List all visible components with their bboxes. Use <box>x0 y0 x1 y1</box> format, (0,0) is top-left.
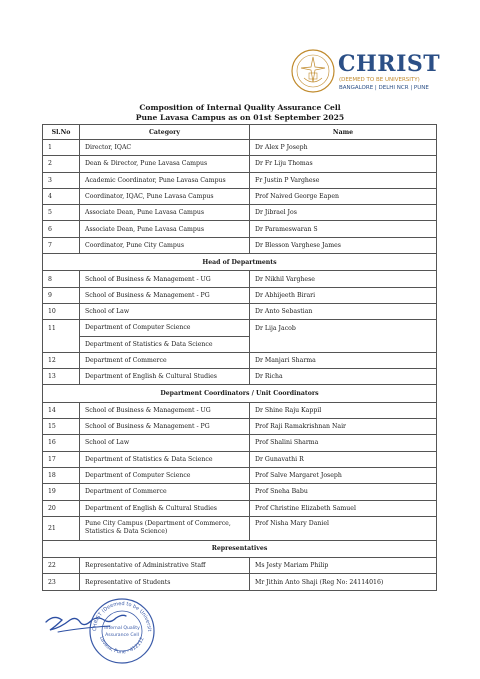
row-category: Department of Computer Science <box>80 467 250 483</box>
row-no: 2 <box>43 156 80 172</box>
row-name: Prof Shalini Sharma <box>250 435 437 451</box>
row-name: Dr Jibrael Jos <box>250 205 437 221</box>
row-category: Director, IQAC <box>80 140 250 156</box>
row-no: 13 <box>43 369 80 385</box>
row-category: School of Business & Management - PG <box>80 419 250 435</box>
row-name: Fr Justin P Varghese <box>250 172 437 188</box>
row-no: 21 <box>43 516 80 540</box>
row-category: Associate Dean, Pune Lavasa Campus <box>80 221 250 237</box>
row-name: Dr Manjari Sharma <box>250 352 437 368</box>
row-no: 7 <box>43 237 80 253</box>
row-category: Department of English & Cultural Studies <box>80 369 250 385</box>
section-row-hod <box>43 254 437 271</box>
row-category: School of Law <box>80 435 250 451</box>
logo-subtitle: (DEEMED TO BE UNIVERSITY) <box>339 77 420 83</box>
row-category: Representative of Administrative Staff <box>80 558 250 574</box>
university-emblem-icon <box>290 48 336 94</box>
row-name: Dr Gunavathi R <box>250 451 437 467</box>
row-category: Associate Dean, Pune Lavasa Campus <box>80 205 250 221</box>
row-no: 8 <box>43 271 80 287</box>
document-subtitle: Pune Lavasa Campus as on 01st September 2025 <box>135 113 345 122</box>
row-category: Department of Statistics & Data Science <box>80 336 250 352</box>
row-no: 14 <box>43 402 80 418</box>
table-row <box>43 172 437 188</box>
table-row <box>43 369 437 385</box>
signature-scribble <box>40 608 130 638</box>
table-row <box>43 156 437 172</box>
table-row <box>43 574 437 590</box>
row-name: Dr Abhijeeth Birari <box>250 287 437 303</box>
row-name: Mr Jithin Anto Shaji (Reg No: 24114016) <box>250 574 437 590</box>
row-name: Prof Salve Margaret Joseph <box>250 467 437 483</box>
table-row <box>43 271 437 287</box>
row-no: 11 <box>43 320 80 353</box>
table-row <box>43 516 437 540</box>
row-name: Dr Fr Liju Thomas <box>250 156 437 172</box>
row-name: Prof Raji Ramakrishnan Nair <box>250 419 437 435</box>
row-category: Dean & Director, Pune Lavasa Campus <box>80 156 250 172</box>
row-name: Dr Parameswaran S <box>250 221 437 237</box>
logo-wordmark: CHRIST <box>338 51 441 77</box>
row-no: 10 <box>43 303 80 319</box>
row-category: Department of Computer Science <box>80 320 250 336</box>
row-category: School of Business & Management - UG <box>80 402 250 418</box>
svg-text:Internal Quality: Internal Quality <box>104 626 140 631</box>
table-row <box>43 435 437 451</box>
row-no: 5 <box>43 205 80 221</box>
section-row-representatives <box>43 540 437 557</box>
row-name: Dr Shine Raju Kappil <box>250 402 437 418</box>
section-heading: Head of Departments <box>43 254 437 271</box>
table-row <box>43 320 437 336</box>
row-category: Department of Statistics & Data Science <box>80 451 250 467</box>
row-category: Department of Commerce <box>80 352 250 368</box>
table-row <box>43 221 437 237</box>
row-no: 17 <box>43 451 80 467</box>
table-row <box>43 402 437 418</box>
row-name: Dr Lija Jacob <box>250 320 437 353</box>
document-title: Composition of Internal Quality Assurance Cell <box>139 103 341 112</box>
row-no: 19 <box>43 484 80 500</box>
logo-cities: BANGALORE | DELHI NCR | PUNE <box>339 85 429 91</box>
row-category: Coordinator, Pune City Campus <box>80 237 250 253</box>
table-header-row <box>43 125 437 140</box>
row-no: 3 <box>43 172 80 188</box>
composition-table <box>42 124 437 591</box>
section-heading: Representatives <box>43 540 437 557</box>
header-category: Category <box>80 125 250 140</box>
row-name: Prof Sneha Babu <box>250 484 437 500</box>
row-name: Dr Richa <box>250 369 437 385</box>
row-name: Prof Christine Elizabeth Samuel <box>250 500 437 516</box>
row-category: School of Law <box>80 303 250 319</box>
table-row <box>43 484 437 500</box>
row-category: Representative of Students <box>80 574 250 590</box>
row-category: School of Business & Management - PG <box>80 287 250 303</box>
row-no: 22 <box>43 558 80 574</box>
header-slno: Sl.No <box>43 125 80 140</box>
table-row <box>43 451 437 467</box>
section-row-coordinators <box>43 385 437 402</box>
university-logo <box>290 48 440 98</box>
table-row <box>43 205 437 221</box>
row-category: Academic Coordinator, Pune Lavasa Campus <box>80 172 250 188</box>
row-name: Dr Nikhil Varghese <box>250 271 437 287</box>
row-name: Dr Anto Sebastian <box>250 303 437 319</box>
section-heading: Department Coordinators / Unit Coordinators <box>43 385 437 402</box>
row-category: School of Business & Management - UG <box>80 271 250 287</box>
table-row <box>43 237 437 253</box>
table-row <box>43 467 437 483</box>
row-name: Dr Alex P Joseph <box>250 140 437 156</box>
row-category: Department of English & Cultural Studies <box>80 500 250 516</box>
row-no: 9 <box>43 287 80 303</box>
row-no: 23 <box>43 574 80 590</box>
table-row <box>43 188 437 204</box>
row-no: 20 <box>43 500 80 516</box>
row-name: Dr Blesson Varghese James <box>250 237 437 253</box>
svg-text:Assurance Cell: Assurance Cell <box>105 633 139 638</box>
row-no: 16 <box>43 435 80 451</box>
table-row <box>43 303 437 319</box>
row-no: 18 <box>43 467 80 483</box>
header-name: Name <box>250 125 437 140</box>
row-no: 15 <box>43 419 80 435</box>
svg-text:CHRIST (Deemed to be Universit: CHRIST (Deemed to be Universit <box>91 600 153 632</box>
row-category: Pune City Campus (Department of Commerce, Statistics & Data Science) <box>80 516 250 540</box>
row-no: 4 <box>43 188 80 204</box>
svg-text:Lavasa, Pune - 412112: Lavasa, Pune - 412112 <box>98 635 146 656</box>
table-row <box>43 500 437 516</box>
row-name: Prof Naived George Eapen <box>250 188 437 204</box>
row-no: 12 <box>43 352 80 368</box>
row-no: 6 <box>43 221 80 237</box>
row-name: Prof Nisha Mary Daniel <box>250 516 437 540</box>
table-row <box>43 287 437 303</box>
table-row <box>43 140 437 156</box>
table-row <box>43 558 437 574</box>
table-row <box>43 352 437 368</box>
row-no: 1 <box>43 140 80 156</box>
row-name: Ms Jesty Mariam Philip <box>250 558 437 574</box>
table-row <box>43 419 437 435</box>
row-category: Department of Commerce <box>80 484 250 500</box>
row-category: Coordinator, IQAC, Pune Lavasa Campus <box>80 188 250 204</box>
